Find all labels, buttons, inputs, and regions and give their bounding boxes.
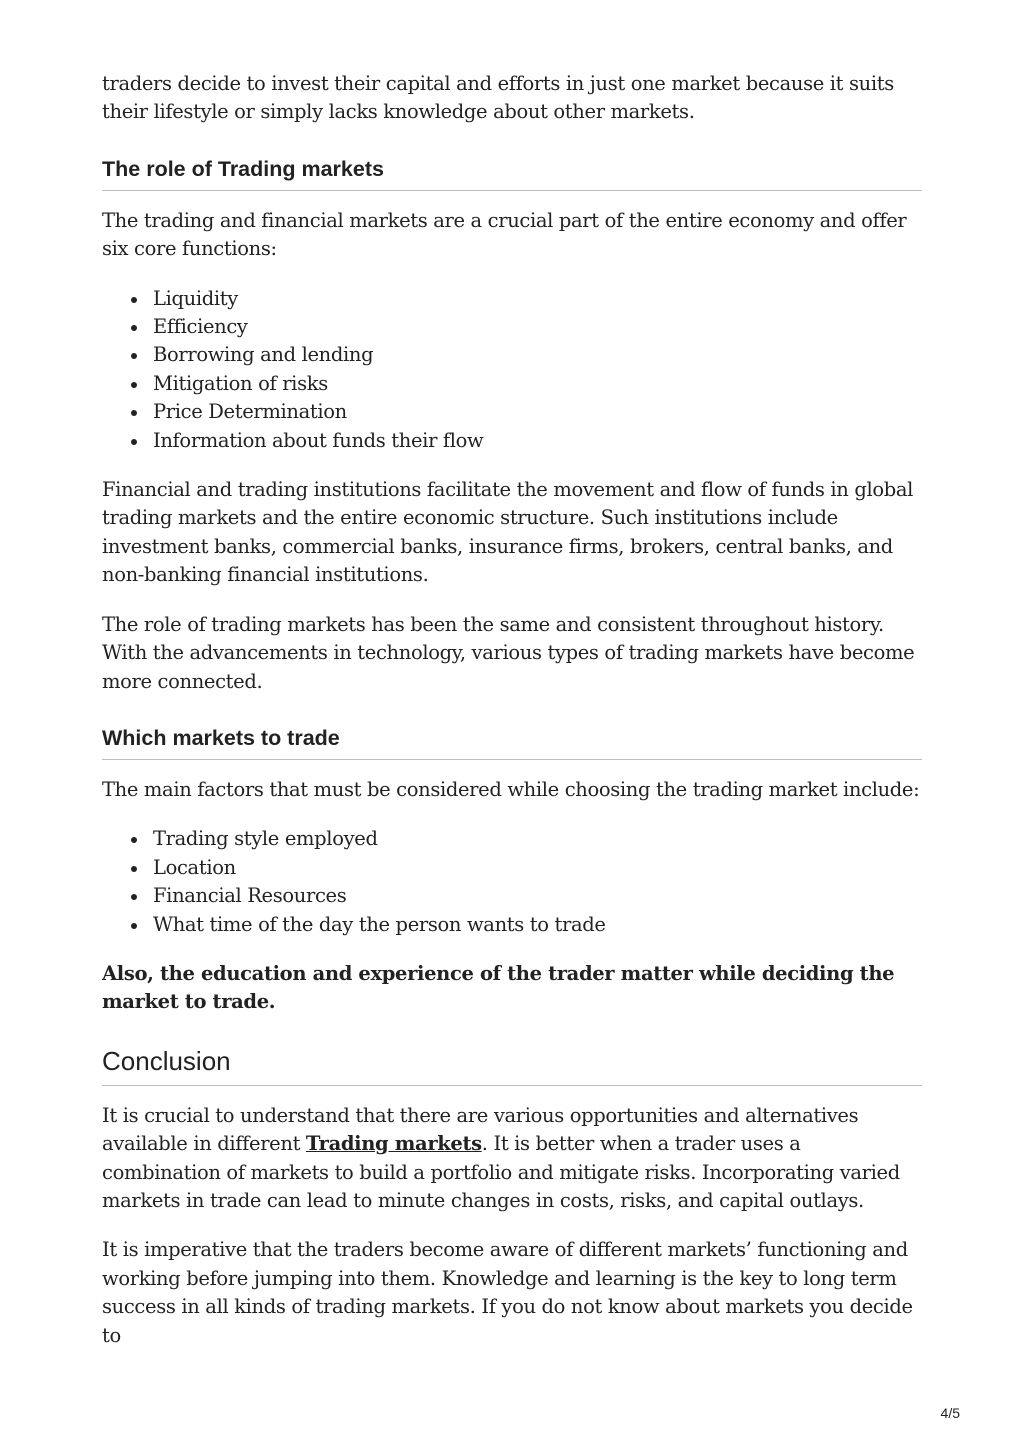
list-item: Efficiency [153, 313, 922, 341]
list-item: Mitigation of risks [153, 370, 922, 398]
list-item: Location [153, 854, 922, 882]
factors-list [102, 825, 922, 939]
intro-paragraph: traders decide to invest their capital and efforts in just one market because it suits their lifestyle or simply lacks knowledge about other markets. [102, 72, 894, 124]
conclusion-text-end: . It is better when a trader uses a combination of markets to build a portfolio and mitigate risks. Incorporating varied markets in trade can lead to minute changes in costs, risks, and capital outlays. [102, 1132, 900, 1212]
factors-intro-paragraph: The main factors that must be considered while choosing the trading market include: [102, 777, 920, 801]
list-item: Price Determination [153, 398, 922, 426]
list-item: What time of the day the person wants to trade [153, 911, 922, 939]
list-item: Information about funds their flow [153, 427, 922, 455]
heading-role-of-trading-markets: The role of Trading markets [102, 154, 922, 191]
list-item: Borrowing and lending [153, 341, 922, 369]
article-content [102, 70, 922, 1350]
conclusion-paragraph-2: It is imperative that the traders become aware of different markets’ functioning and working before jumping into them. Knowledge and learning is the key to long term success in all kinds of trading markets. If you do not know about markets you decide to [102, 1238, 913, 1347]
core-functions-list [102, 285, 922, 455]
heading-conclusion: Conclusion [102, 1044, 922, 1086]
list-item: Financial Resources [153, 882, 922, 910]
education-note: Also, the education and experience of the trader matter while deciding the market to trade. [102, 961, 895, 1014]
role-intro-paragraph: The trading and financial markets are a crucial part of the entire economy and offer six core functions: [102, 208, 907, 261]
list-item: Liquidity [153, 285, 922, 313]
conclusion-text-start: It is crucial to understand that there are various opportunities and alternatives available in different [102, 1103, 859, 1156]
heading-which-markets-to-trade: Which markets to trade [102, 723, 922, 760]
history-paragraph: The role of trading markets has been the same and consistent throughout history. With the advancements in technology, various types of trading markets have become more connected. [102, 612, 915, 693]
conclusion-paragraph-1 [102, 1102, 922, 1216]
page-number: 4/5 [940, 1405, 960, 1421]
list-item: Trading style employed [153, 825, 922, 853]
trading-markets-link[interactable]: Trading markets [305, 1132, 482, 1156]
institutions-paragraph: Financial and trading institutions facilitate the movement and flow of funds in global trading markets and the entire economic structure. Such institutions include investment banks, commercial banks, insurance firms, brokers, central banks, and non-banking financial institutions. [102, 478, 914, 587]
